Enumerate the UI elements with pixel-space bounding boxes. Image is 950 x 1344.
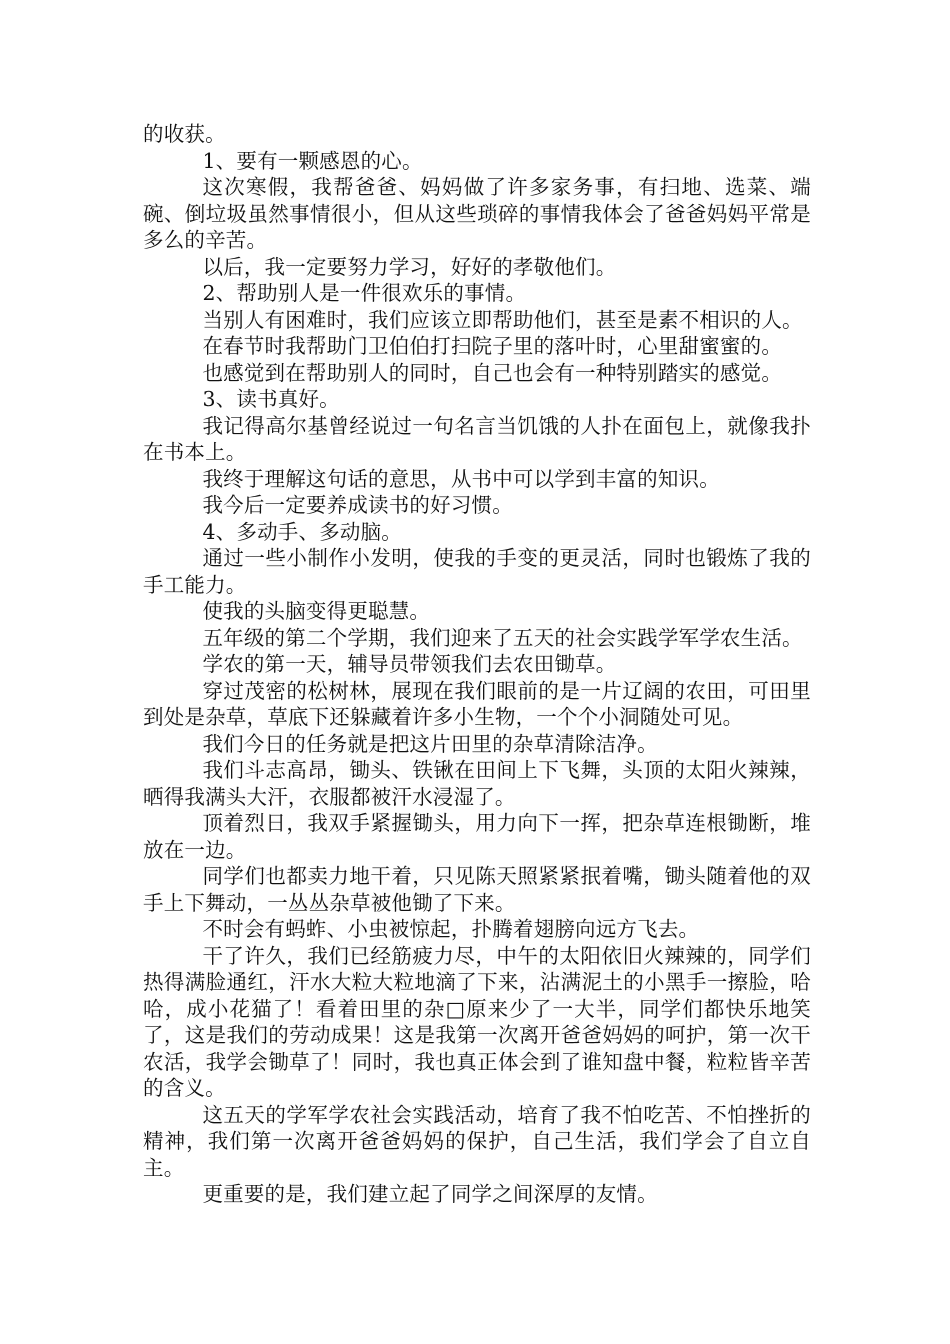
paragraph: 也感觉到在帮助别人的同时，自己也会有一种特别踏实的感觉。 (202, 360, 783, 385)
paragraph: 我们今日的任务就是把这片田里的杂草清除洁净。 (202, 731, 658, 756)
paragraph: 在春节时我帮助门卫伯伯打扫院子里的落叶时，心里甜蜜蜜的。 (202, 334, 783, 358)
paragraph: 这次寒假，我帮爸爸、妈妈做了许多家务事，有扫地、选菜、端碗、倒垃圾虽然事情很小，但从这些琐碎的事情我体会了爸爸妈妈平常是多么的辛苦。 (143, 175, 811, 252)
paragraph: 我今后一定要养成读书的好习惯。 (202, 493, 513, 517)
paragraph: 顶着烈日，我双手紧握锄头，用力向下一挥，把杂草连根锄断，堆放在一边。 (143, 811, 811, 862)
paragraph: 2、帮助别人是一件很欢乐的事情。 (202, 281, 527, 305)
paragraph: 这五天的学军学农社会实践活动，培育了我不怕吃苦、不怕挫折的精神，我们第一次离开爸爸妈妈的保护，自己生活，我们学会了自立自主。 (143, 1102, 811, 1180)
document-body (143, 121, 811, 1208)
paragraph: 4、多动手、多动脑。 (202, 519, 402, 544)
paragraph: 五年级的第二个学期，我们迎来了五天的社会实践学军学农生活。 (202, 625, 803, 650)
paragraph: 我终于理解这句话的意思，从书中可以学到丰富的知识。 (202, 466, 720, 491)
paragraph: 更重要的是，我们建立起了同学之间深厚的友情。 (202, 1182, 658, 1206)
paragraph: 穿过茂密的松树林，展现在我们眼前的是一片辽阔的农田，可田里到处是杂草，草底下还躲藏着许多小生物，一个个小洞随处可见。 (143, 678, 811, 729)
paragraph: 1、要有一颗感恩的心。 (202, 148, 423, 173)
paragraph: 学农的第一天，辅导员带领我们去农田锄草。 (202, 652, 617, 676)
paragraph: 不时会有蚂蚱、小虫被惊起，扑腾着翅膀向远方飞去。 (202, 917, 700, 941)
paragraph: 通过一些小制作小发明，使我的手变的更灵活，同时也锻炼了我的手工能力。 (143, 546, 811, 597)
paragraph: 同学们也都卖力地干着，只见陈天照紧紧抿着嘴，锄头随着他的双手上下舞动，一丛丛杂草被他锄了下来。 (143, 864, 811, 915)
paragraph: 我们斗志高昂，锄头、铁锹在田间上下飞舞，头顶的太阳火辣辣，晒得我满头大汗，衣服都被汗水浸湿了。 (143, 758, 811, 809)
paragraph: 使我的头脑变得更聪慧。 (202, 599, 431, 623)
paragraph: 干了许久，我们已经筋疲力尽，中午的太阳依旧火辣辣的，同学们热得满脸通红，汗水大粒大粒地滴了下来，沾满泥土的小黑手一擦脸，哈哈，成小花猫了！看着田里的杂□原来少了一大半，同学们都快乐地笑了，这是我们的劳动成果！这是我第一次离开爸爸妈妈的呵护，第一次干农活，我学会锄草了！同时，我也真正体会到了谁知盘中餐，粒粒皆辛苦的含义。 (143, 943, 811, 1100)
paragraph: 我记得高尔基曾经说过一句名言当饥饿的人扑在面包上，就像我扑在书本上。 (143, 413, 811, 464)
paragraph: 的收获。 (143, 122, 226, 146)
paragraph: 当别人有困难时，我们应该立即帮助他们，甚至是素不相识的人。 (202, 307, 803, 332)
paragraph: 以后，我一定要努力学习，好好的孝敬他们。 (202, 254, 617, 279)
paragraph: 3、读书真好。 (202, 387, 340, 411)
